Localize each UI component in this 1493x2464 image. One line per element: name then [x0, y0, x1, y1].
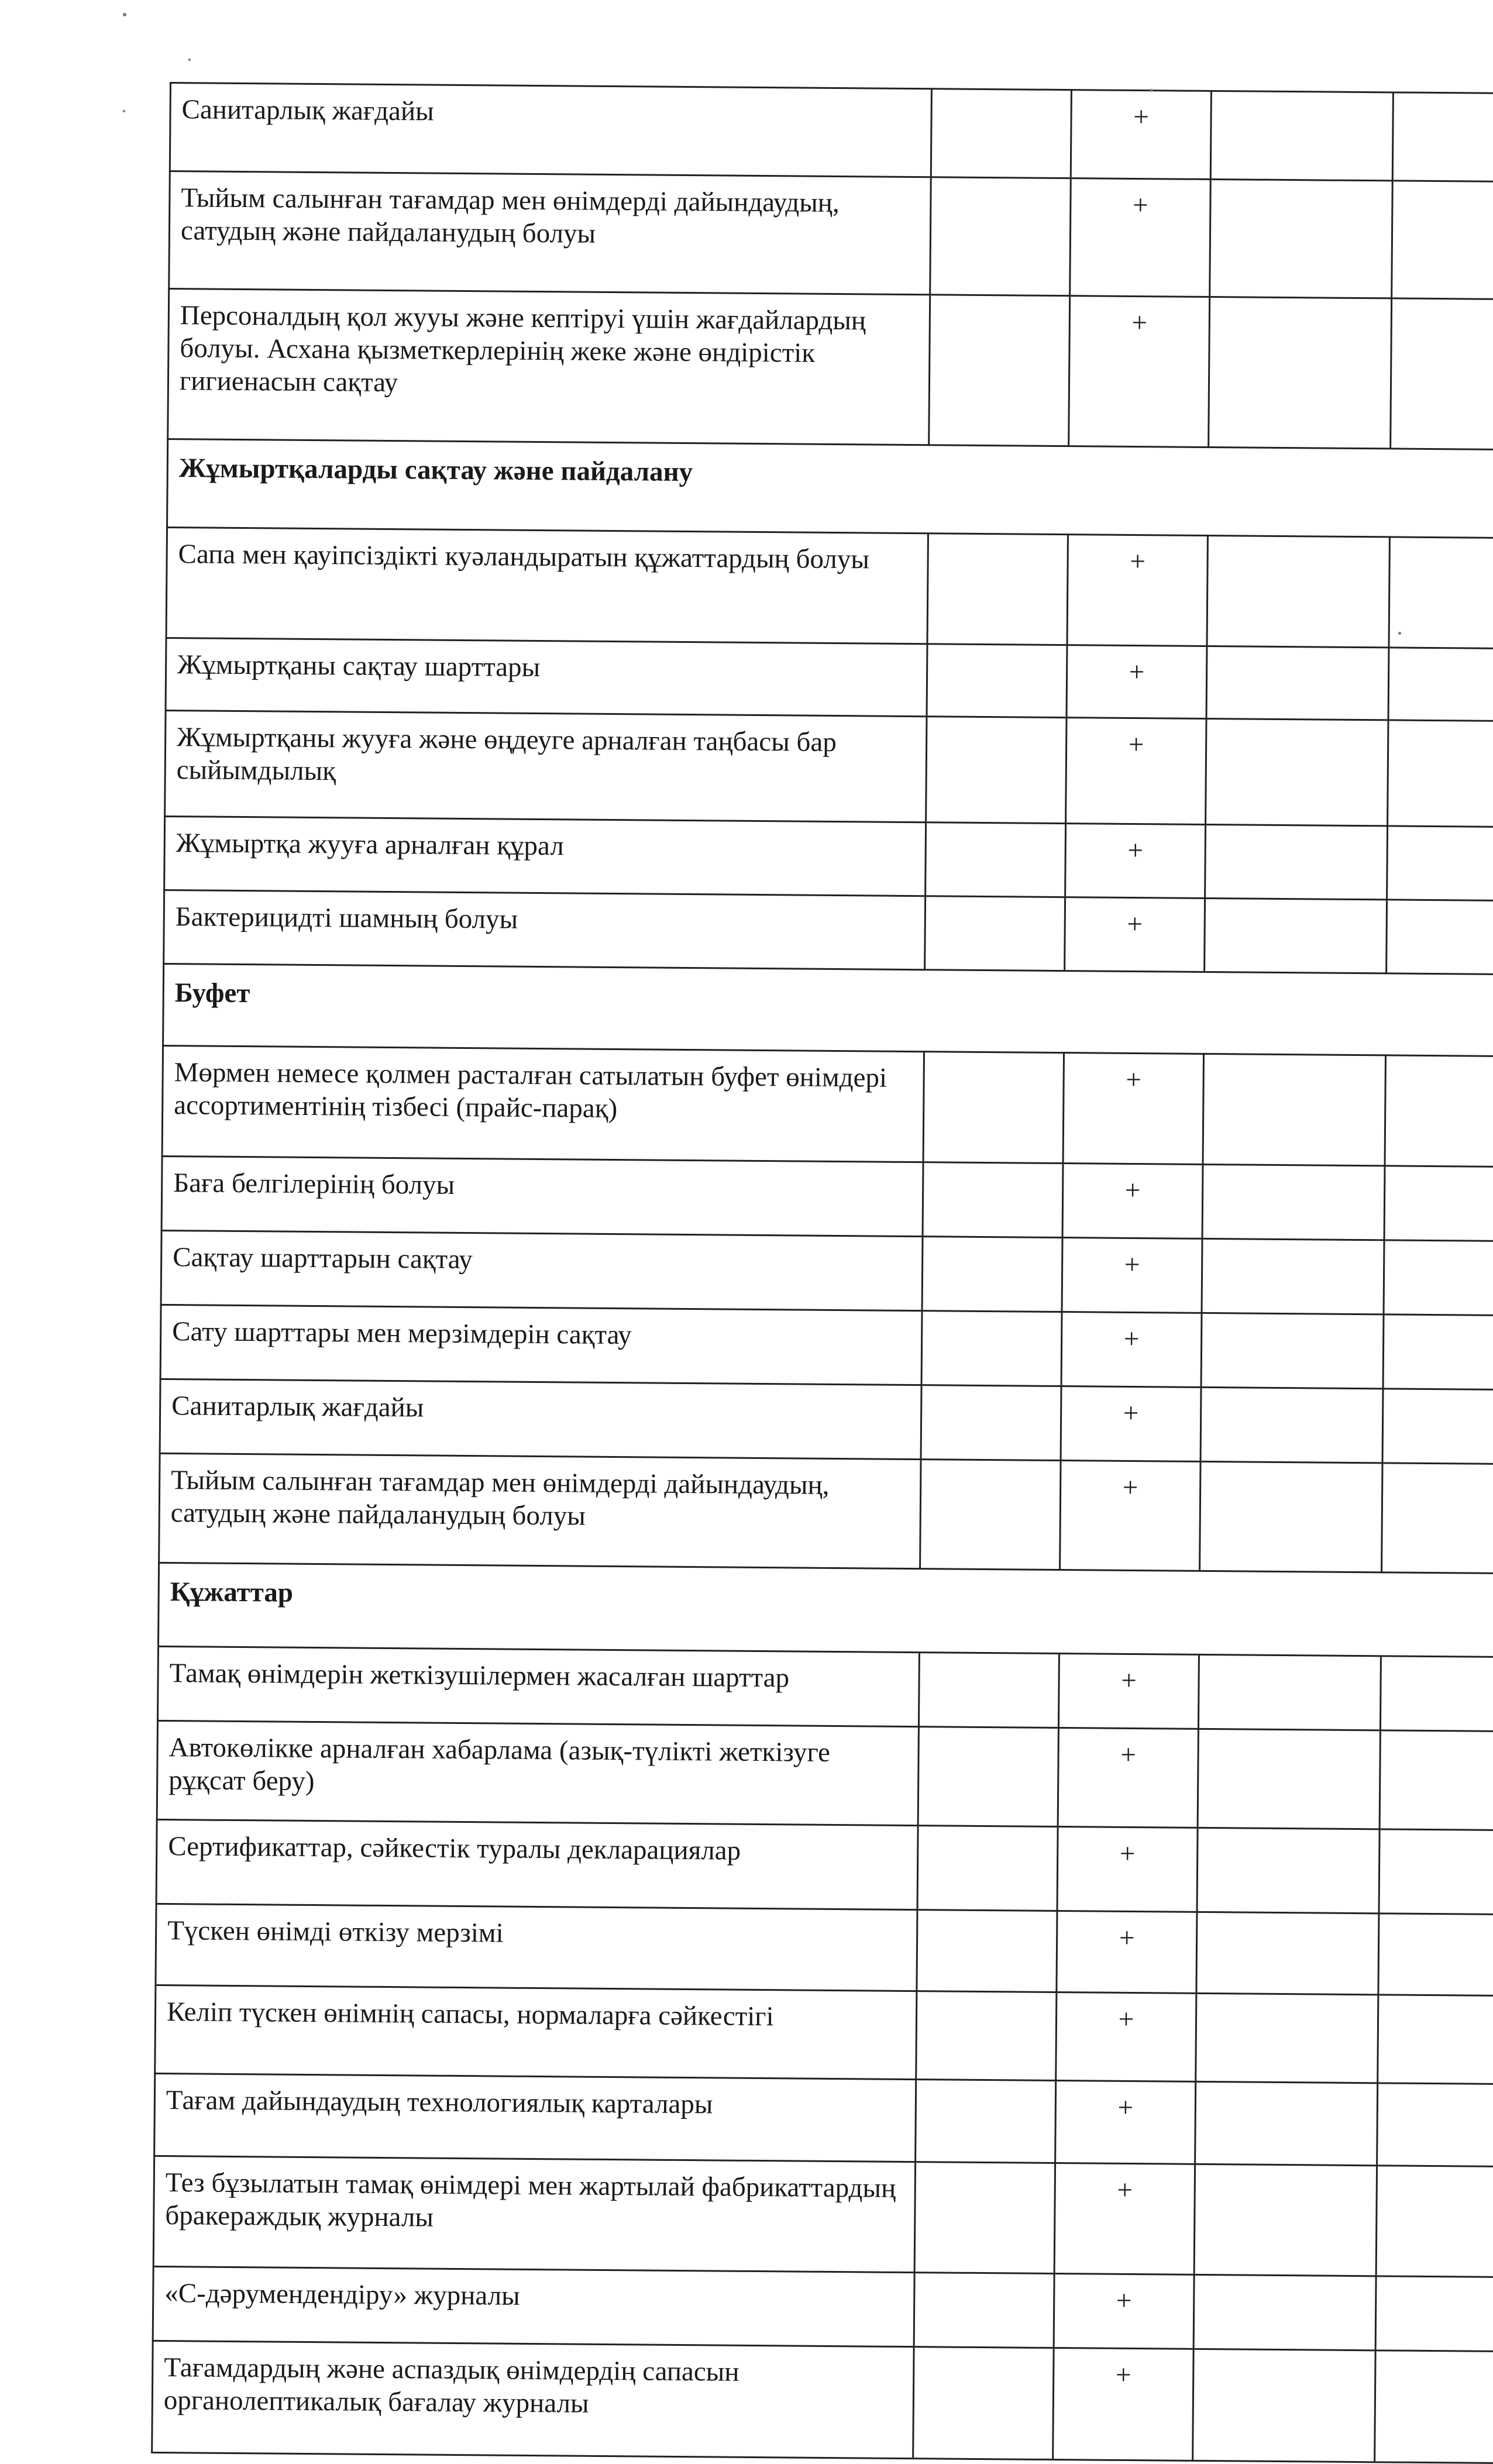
- checklist-row: [164, 816, 1493, 900]
- checklist-row: [166, 638, 1493, 721]
- compliance-mark-cell: +: [1065, 824, 1206, 899]
- checklist-row: [161, 1156, 1493, 1241]
- answer-cell-empty: [917, 1826, 1058, 1911]
- checklist-row: [166, 527, 1493, 648]
- answer-cell-empty: [1378, 1995, 1493, 2084]
- compliance-mark-cell: +: [1054, 2163, 1195, 2274]
- requirement-cell: Сапа мен қауіпсіздікті куәландыратын құжаттардың болуы: [166, 527, 928, 643]
- checklist-row: [153, 2266, 1493, 2351]
- answer-cell-empty: [1194, 2164, 1377, 2276]
- answer-cell-empty: [1206, 718, 1388, 825]
- answer-cell-empty: [923, 1052, 1064, 1164]
- section-header-row: [167, 439, 1493, 538]
- answer-cell-empty: [1200, 1387, 1383, 1462]
- requirement-cell: «С-дәрумендендіру» журналы: [153, 2266, 914, 2346]
- answer-cell-empty: [926, 717, 1067, 824]
- answer-cell-empty: [926, 823, 1066, 897]
- answer-cell-empty: [918, 1727, 1058, 1827]
- requirement-cell: Тағамдардың және аспаздық өнімдердің сапасын органолептикалық бағалау журналы: [152, 2341, 914, 2458]
- answer-cell-empty: [916, 2080, 1056, 2163]
- answer-cell-empty: [1198, 1654, 1381, 1730]
- checklist-row: [162, 1045, 1493, 1166]
- answer-cell-empty: [1210, 91, 1393, 180]
- compliance-mark-cell: +: [1065, 897, 1205, 972]
- requirement-cell: Персоналдың қол жууы және кептіруі үшін жағдайлардың болуы. Асхана қызметкерлерінің жеке және өндірістік гигиенасын сақтау: [168, 289, 930, 445]
- compliance-mark-cell: +: [1057, 1827, 1198, 1912]
- answer-cell-empty: [920, 1460, 1061, 1570]
- answer-cell-empty: [1202, 1164, 1385, 1240]
- requirement-cell: Автокөлікке арналған хабарлама (азық-түлікті жеткізуге рұқсат беру): [157, 1720, 918, 1825]
- requirement-cell: Санитарлық жағдайы: [160, 1379, 921, 1459]
- answer-cell-empty: [1384, 1166, 1493, 1241]
- checklist-row: [161, 1230, 1493, 1315]
- answer-cell-empty: [1392, 92, 1493, 182]
- answer-cell-empty: [1196, 1993, 1378, 2083]
- answer-cell-empty: [1382, 1389, 1493, 1464]
- answer-cell-empty: [1201, 1313, 1384, 1388]
- answer-cell-empty: [1209, 297, 1392, 448]
- section-title: Буфет: [163, 963, 1493, 1056]
- compliance-mark-cell: +: [1067, 535, 1208, 646]
- answer-cell-empty: [1379, 1829, 1493, 1915]
- compliance-mark-cell: +: [1070, 178, 1211, 297]
- scan-speck: [123, 110, 125, 112]
- section-header-row: [158, 1563, 1493, 1657]
- checklist-row: [165, 710, 1493, 827]
- answer-cell-empty: [922, 1237, 1062, 1312]
- scan-speck: [188, 58, 191, 61]
- answer-cell-empty: [930, 177, 1071, 296]
- requirement-cell: Тыйым салынған тағамдар мен өнімдерді дайындаудың, сатудың және пайдаланудың болуы: [159, 1453, 921, 1568]
- answer-cell-empty: [1376, 2166, 1493, 2277]
- compliance-mark-cell: +: [1071, 90, 1211, 180]
- compliance-mark-cell: +: [1062, 1164, 1203, 1239]
- compliance-mark-cell: +: [1058, 1728, 1198, 1828]
- answer-cell-empty: [931, 89, 1071, 178]
- answer-cell-empty: [1392, 181, 1493, 300]
- answer-cell-empty: [1388, 648, 1493, 721]
- checklist-row: [156, 1819, 1493, 1914]
- answer-cell-empty: [1210, 179, 1393, 298]
- compliance-mark-cell: +: [1057, 1911, 1197, 1994]
- checklist-row: [160, 1305, 1493, 1389]
- answer-cell-empty: [1375, 2276, 1493, 2352]
- checklist-row: [155, 1985, 1493, 2084]
- checklist-row: [164, 890, 1493, 974]
- answer-cell-empty: [929, 295, 1070, 446]
- answer-cell-empty: [1383, 1314, 1493, 1390]
- checklist-row: [154, 2073, 1493, 2166]
- compliance-mark-cell: +: [1067, 645, 1207, 719]
- requirement-cell: Сертификаттар, сәйкестік туралы декларациялар: [156, 1819, 918, 1909]
- compliance-mark-cell: +: [1055, 2081, 1196, 2164]
- compliance-mark-cell: +: [1069, 296, 1210, 448]
- checklist-row: [152, 2341, 1493, 2463]
- answer-cell-empty: [1193, 2349, 1375, 2462]
- answer-cell-empty: [1385, 1055, 1493, 1167]
- answer-cell-empty: [918, 1653, 1059, 1728]
- answer-cell-empty: [913, 2347, 1054, 2460]
- checklist-row: [168, 289, 1493, 450]
- answer-cell-empty: [1387, 826, 1493, 901]
- requirement-cell: Бактерицидті шамның болуы: [164, 890, 926, 969]
- compliance-mark-cell: +: [1056, 1992, 1196, 2082]
- requirement-cell: Сақтау шарттарын сақтау: [161, 1230, 923, 1310]
- answer-cell-empty: [1203, 1054, 1385, 1165]
- requirement-cell: Санитарлық жағдайы: [170, 83, 931, 177]
- answer-cell-empty: [1196, 1912, 1379, 1994]
- answer-cell-empty: [1193, 2274, 1376, 2350]
- requirement-cell: Тыйым салынған тағамдар мен өнімдерді дайындаудың, сатудың және пайдаланудың болуы: [169, 171, 931, 295]
- requirement-cell: Келіп түскен өнімнің сапасы, нормаларға сәйкестігі: [155, 1985, 917, 2079]
- checklist-row: [160, 1379, 1493, 1464]
- answer-cell-empty: [927, 534, 1068, 645]
- compliance-mark-cell: +: [1061, 1312, 1202, 1388]
- requirement-cell: Жұмыртқаны сақтау шарттары: [166, 638, 927, 716]
- answer-cell-empty: [1205, 898, 1387, 973]
- section-title: Жұмыртқаларды сақтау және пайдалану: [167, 439, 1493, 538]
- answer-cell-empty: [1198, 1729, 1380, 1829]
- answer-cell-empty: [925, 896, 1065, 971]
- checklist-row: [153, 2156, 1493, 2277]
- requirement-cell: Тағам дайындаудың технологиялық карталары: [154, 2073, 916, 2162]
- answer-cell-empty: [1206, 646, 1389, 720]
- answer-cell-empty: [1388, 720, 1493, 827]
- compliance-mark-cell: +: [1054, 2273, 1194, 2349]
- scan-speck: [1150, 89, 1153, 92]
- requirement-cell: Жұмыртқаны жууға және өңдеуге арналған таңбасы бар сыйымдылық: [165, 710, 927, 822]
- answer-cell-empty: [1387, 900, 1493, 975]
- compliance-mark-cell: +: [1053, 2348, 1193, 2460]
- checklist-row: [170, 83, 1493, 182]
- answer-cell-empty: [916, 1991, 1057, 2081]
- checklist-row: [169, 171, 1493, 300]
- checklist-row: [156, 1904, 1493, 1995]
- requirement-cell: Түскен өнімді өткізу мерзімі: [156, 1904, 917, 1991]
- answer-cell-empty: [1207, 535, 1389, 647]
- checklist-row: [157, 1720, 1493, 1830]
- answer-cell-empty: [1382, 1463, 1493, 1574]
- answer-cell-empty: [914, 2162, 1055, 2274]
- answer-cell-empty: [1197, 1828, 1380, 1913]
- requirement-cell: Тез бұзылатын тамақ өнімдері мен жартылай фабрикаттардың бракераждық журналы: [153, 2156, 915, 2272]
- compliance-mark-cell: +: [1061, 1386, 1201, 1462]
- answer-cell-empty: [1391, 298, 1493, 450]
- section-header-row: [163, 963, 1493, 1056]
- compliance-mark-cell: +: [1062, 1238, 1202, 1313]
- requirement-cell: Мөрмен немесе қолмен расталған сатылатын буфет өнімдері ассортиментінің тізбесі (прайс-парақ): [162, 1045, 924, 1162]
- section-title: Құжаттар: [158, 1563, 1493, 1657]
- checklist-row: [159, 1453, 1493, 1573]
- answer-cell-empty: [1389, 537, 1493, 649]
- answer-cell-empty: [1377, 2083, 1493, 2167]
- requirement-cell: Баға белгілерінің болуы: [161, 1156, 923, 1236]
- compliance-mark-cell: +: [1060, 1461, 1200, 1571]
- requirement-cell: Тамақ өнімдерін жеткізушілермен жасалған шарттар: [157, 1646, 919, 1726]
- compliance-mark-cell: +: [1063, 1053, 1203, 1165]
- answer-cell-empty: [923, 1162, 1063, 1238]
- answer-cell-empty: [1195, 2081, 1378, 2165]
- answer-cell-empty: [917, 1910, 1057, 1992]
- answer-cell-empty: [914, 2273, 1054, 2348]
- requirement-cell: Сату шарттары мен мерзімдерін сақтау: [160, 1305, 922, 1385]
- answer-cell-empty: [1378, 1914, 1493, 1996]
- scan-speck: [1398, 632, 1401, 635]
- answer-cell-empty: [1375, 2351, 1493, 2463]
- answer-cell-empty: [1202, 1238, 1384, 1314]
- checklist-row: [157, 1646, 1493, 1731]
- compliance-mark-cell: +: [1066, 718, 1206, 825]
- answer-cell-empty: [1200, 1461, 1382, 1572]
- requirement-cell: Жұмыртқа жууға арналған құрал: [164, 816, 926, 896]
- answer-cell-empty: [1380, 1656, 1493, 1732]
- answer-cell-empty: [927, 644, 1067, 718]
- answer-cell-empty: [1384, 1240, 1493, 1316]
- answer-cell-empty: [921, 1311, 1062, 1386]
- answer-cell-empty: [1380, 1730, 1493, 1830]
- answer-cell-empty: [921, 1385, 1061, 1461]
- answer-cell-empty: [1205, 824, 1388, 899]
- compliance-mark-cell: +: [1058, 1654, 1199, 1729]
- inspection-checklist-table: [151, 82, 1493, 2464]
- scan-speck: [123, 13, 126, 16]
